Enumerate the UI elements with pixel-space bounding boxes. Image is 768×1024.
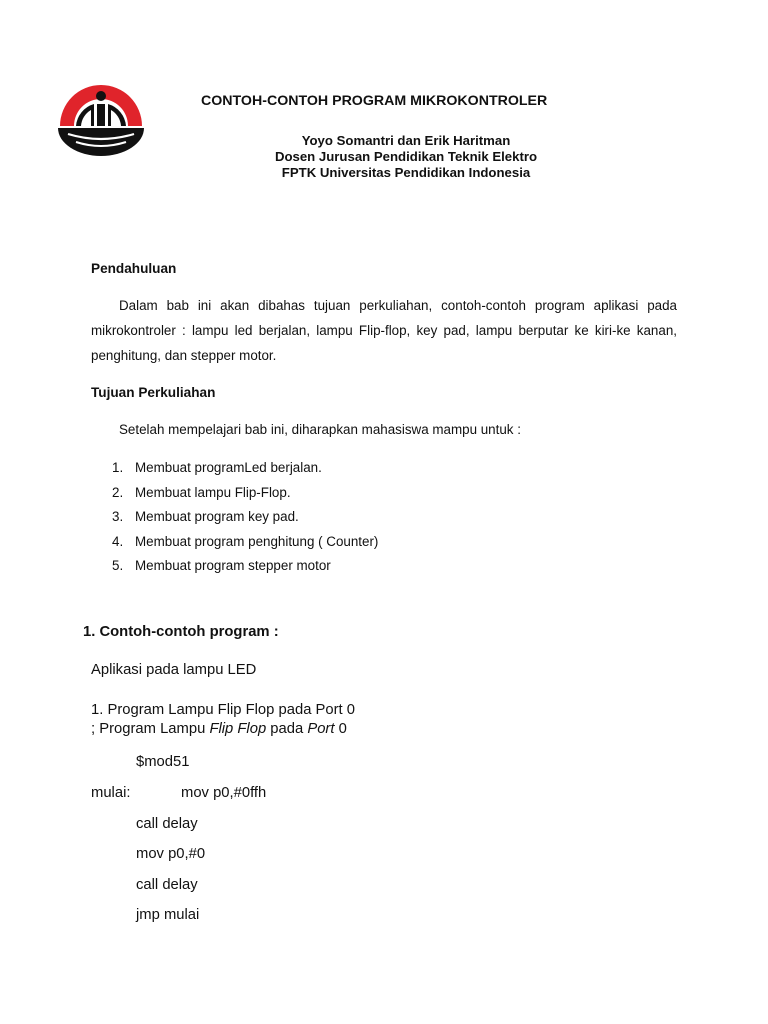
intro-heading: Pendahuluan [91,261,177,276]
list-item: 2. Membuat lampu Flip-Flop. [112,485,291,500]
code-line: mov p0,#0 [136,846,206,862]
list-item: 1. Membuat programLed berjalan. [112,460,322,475]
list-item: 4. Membuat program penghitung ( Counter) [112,534,379,549]
intro-paragraph [91,293,677,368]
objectives-heading: Tujuan Perkuliahan [91,385,216,400]
author-affiliation-university: FPTK Universitas Pendidikan Indonesia [281,165,531,180]
list-item: 5. Membuat program stepper motor [112,558,331,573]
list-item: 3. Membuat program key pad. [112,509,299,524]
author-affiliation-department: Dosen Jurusan Pendidikan Teknik Elektro [274,149,538,164]
intro-text: Dalam bab ini akan dibahas tujuan perkuliahan, contoh-contoh program aplikasi pada mikrokontroler : lampu led berjalan, lampu Flip-flop, key pad, lampu berputar ke kiri-ke kanan, penghitung, dan stepper motor. [91,298,677,363]
section-heading: 1. Contoh-contoh program : [83,624,279,640]
code-line: call delay [136,816,198,832]
author-names: Yoyo Somantri dan Erik Haritman [301,133,511,148]
code-line: $mod51 [136,754,190,770]
code-line: call delay [136,877,198,893]
program-comment: ; Program Lampu Flip Flop pada Port 0 [91,721,347,737]
program-title: 1. Program Lampu Flip Flop pada Port 0 [91,702,356,718]
code-label: mulai: [91,785,131,801]
code-line: mov p0,#0ffh [181,785,267,801]
section-subheading: Aplikasi pada lampu LED [91,662,257,678]
document-title: CONTOH-CONTOH PROGRAM MIKROKONTROLER [201,93,548,109]
objectives-lead: Setelah mempelajari bab ini, diharapkan mahasiswa mampu untuk : [119,422,521,437]
code-line: jmp mulai [136,907,200,923]
